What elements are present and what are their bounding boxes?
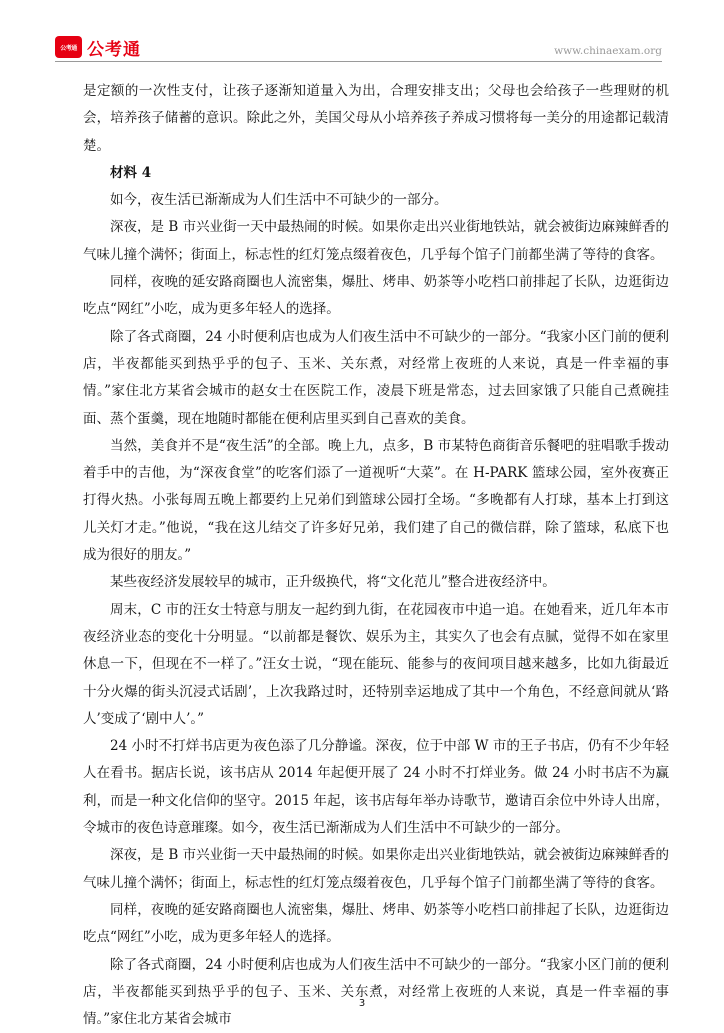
page-number: 3	[0, 998, 724, 1009]
paragraph: 是定额的一次性支付，让孩子逐渐知道量入为出，合理安排支出；父母也会给孩子一些理财的机会，培养孩子储蓄的意识。除此之外，美国父母从小培养孩子养成习惯将每一美分的用途都记载清楚。	[83, 78, 669, 160]
paragraph: 24 小时不打烊书店更为夜色添了几分静谧。深夜，位于中部 W 市的王子书店，仍有不少年轻人在看书。据店长说，该书店从 2014 年起便开展了 24 小时不打烊业务。做 24 小时书店不为赢利，而是一种文化信仰的坚守。2015 年起，该书店每年举办诗歌节，邀请百余位中外诗人出席，令城市的夜色诗意璀璨。如今，夜生活已渐渐成为人们生活中不可缺少的一部分。	[83, 733, 669, 842]
document-body	[83, 78, 669, 1033]
paragraph: 周末，C 市的汪女士特意与朋友一起约到九街，在花园夜市中追一追。在她看来，近几年本市夜经济业态的变化十分明显。“以前都是餐饮、娱乐为主，其实久了也会有点腻，觉得不如在家里休息一下，但现在不一样了。”汪女士说，“现在能玩、能参与的夜间项目越来越多，比如九街最近十分火爆的街头沉浸式话剧’，上次我路过时，还特别幸运地成了其中一个角色，不经意间就从‘路人’变成了‘剧中人’。”	[83, 597, 669, 733]
paragraph: 如今，夜生活已渐渐成为人们生活中不可缺少的一部分。	[83, 187, 669, 214]
logo-badge-icon: 公考通	[55, 36, 82, 58]
paragraph: 当然，美食并不是“夜生活”的全部。晚上九，点多，B 市某特色商街音乐餐吧的驻唱歌手拨动着手中的吉他，为“深夜食堂”的吃客们添了一道视听“大菜”。在 H-PARK 篮球公园，室外夜赛正打得火热。小张每周五晚上都要约上兄弟们到篮球公园打全场。“多晚都有人打球，基本上打到这儿关灯才走。”他说，“我在这儿结交了许多好兄弟，我们建了自己的微信群，除了篮球，私底下也成为很好的朋友。”	[83, 433, 669, 569]
paragraph: 深夜，是 B 市兴业街一天中最热闹的时候。如果你走出兴业街地铁站，就会被街边麻辣鲜香的气味儿撞个满怀；街面上，标志性的红灯笼点缀着夜色，几乎每个馆子门前都坐满了等待的食客。	[83, 842, 669, 897]
site-url[interactable]: www.chinaexam.org	[554, 45, 662, 57]
section-heading: 材料 4	[83, 160, 669, 187]
paragraph: 深夜，是 B 市兴业街一天中最热闹的时候。如果你走出兴业街地铁站，就会被街边麻辣鲜香的气味儿撞个满怀；街面上，标志性的红灯笼点缀着夜色，几乎每个馆子门前都坐满了等待的食客。	[83, 214, 669, 269]
paragraph: 除了各式商圈，24 小时便利店也成为人们夜生活中不可缺少的一部分。“我家小区门前的便利店，半夜都能买到热乎乎的包子、玉米、关东煮，对经常上夜班的人来说，真是一件幸福的事情。”家住北方某省会城市	[83, 952, 669, 1033]
paragraph: 同样，夜晚的延安路商圈也人流密集，爆肚、烤串、奶茶等小吃档口前排起了长队，边逛街边吃点“网红”小吃，成为更多年轻人的选择。	[83, 897, 669, 952]
logo-text: 公考通	[87, 35, 141, 60]
brand-logo[interactable]	[55, 35, 141, 59]
paragraph: 除了各式商圈，24 小时便利店也成为人们夜生活中不可缺少的一部分。“我家小区门前的便利店，半夜都能买到热乎乎的包子、玉米、关东煮，对经常上夜班的人来说，真是一件幸福的事情。”家住北方某省会城市的赵女士在医院工作，凌晨下班是常态，过去回家饿了只能自己煮碗挂面、蒸个蛋羹，现在地随时都能在便利店里买到自己喜欢的美食。	[83, 324, 669, 433]
paragraph: 同样，夜晚的延安路商圈也人流密集，爆肚、烤串、奶茶等小吃档口前排起了长队，边逛街边吃点“网红”小吃，成为更多年轻人的选择。	[83, 269, 669, 324]
page-header	[55, 30, 662, 62]
paragraph: 某些夜经济发展较早的城市，正升级换代，将“文化范儿”整合进夜经济中。	[83, 569, 669, 596]
